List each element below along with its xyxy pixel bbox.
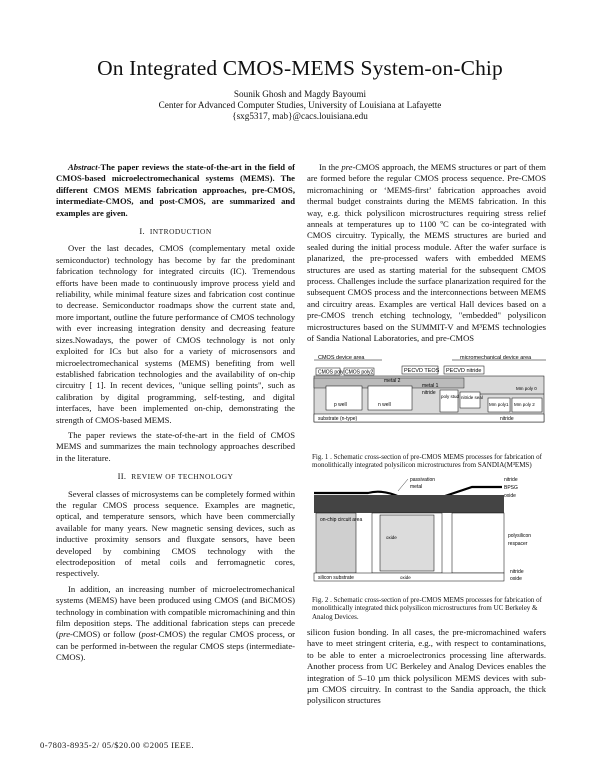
fig1-label: Mm poly 2	[514, 402, 535, 407]
fig1-label: metal 2	[384, 378, 401, 384]
fig2-label: nitride	[504, 477, 518, 483]
text-run: -CMOS approach, the MEMS structures or part of them are formed before the regular CMOS process sequence. Pre-CMOS micromachining or ‘MEMS-first’ fabrication approaches avoid thermal budget constraints during the MEMS fabrication. In this way, e.g. thick polysilicon microstructures requiring stress relief anneals at temperatures up to 1100 ºC can be co-integrated with CMOS circuitry. Typically, the MEMS structures are buried and sealed during the initial process module. After the wafer surface is planarized, the pre-processed wafers with embedded MEMS structures are used as starting material for the subsequent CMOS process. Challenges include the surface planarization required for the subsequent CMOS process and the interconnections between MEMS and circuitry areas. Examples are vertical Hall devices based on a pre-CMOS trench etching technology, "embedded" polysilicon microstructures based on the SUMMIT-V and M³EMS technologies of Sandia National Laboratories, and pre-CMOS	[307, 162, 546, 344]
paragraph	[307, 162, 546, 345]
fig2-label: oxide	[386, 535, 397, 540]
page-title: On Integrated CMOS-MEMS System-on-Chip	[97, 56, 503, 80]
email: {sxg5317, mab}@cacs.louisiana.edu	[232, 111, 368, 121]
abstract	[56, 162, 295, 219]
figure-1-caption	[312, 453, 548, 470]
text-run: post	[141, 629, 156, 640]
fig2-label: metal	[410, 484, 423, 490]
abstract-text: The paper reviews the state-of-the-art in the field of CMOS-based microelectromechanical systems (MEMS). The different CMOS MEMS fabrication approaches, pre-CMOS, intermediate-CMOS, and post-CMOS, are summarized and examples are given.	[56, 162, 295, 218]
fig1-label: metal 1	[422, 383, 439, 389]
fig2-label: silicon substrate	[318, 575, 354, 581]
fig1-label: p well	[334, 402, 347, 408]
text-run: pre	[58, 629, 71, 640]
paragraph: Several classes of microsystems can be completely formed within the regular CMOS process sequence. Examples are magnetic, optical, and temperature sensors, which have been commercially available for many years. New magnetic sensing devices, such as inductive proximity sensors and fluxgate sensors, have been developed by combining CMOS technology with the electrodeposition of metal coils and ferromagnetic cores, respectively.	[56, 488, 295, 579]
caption-text: Schematic cross-section of pre-CMOS MEMS processes for fabrication of monolithically integrated thick polysilicon microstructures from UC Berkeley & Analog Devices.	[312, 596, 542, 621]
caption-text: Schematic cross-section of pre-CMOS MEMS processes for fabrication of monolithically integrated polysilicon microstructures from SANDIA(M³EMS)	[312, 453, 542, 470]
text-run: In addition, an increasing number of microelectromechanical systems (MEMS) have been produced using CMOS (and BiCMOS) technology in combination with compatible micromachining and thin film deposition steps. The additional fabrication steps can precede (	[56, 583, 295, 640]
fig2-label: oxide	[400, 575, 411, 580]
paragraph: silicon fusion bonding. In all cases, the pre-micromachined wafers have to meet stringent criteria, e.g., with respect to contaminations, to be able to enter a microelectronics processing line afterwards. Another process from UC Berkeley and Analog Devices enables the integration of 5–10 µm thick polysilicon MEMS devices with sub-µm CMOS circuitry. In contrast to the Sandia approach, the thick polysilicon structures	[307, 627, 546, 706]
right-column-top	[307, 162, 546, 345]
figure-2	[312, 475, 548, 621]
copyright-footer: 0-7803-8935-2/ 05/$20.00 ©2005 IEEE.	[40, 740, 194, 750]
caption-label: Fig. 1 .	[312, 453, 332, 461]
affiliation: Center for Advanced Computer Studies, University of Louisiana at Lafayette	[158, 100, 442, 110]
fig1-label: nitride seal	[461, 395, 483, 400]
fig2-label: oxide	[504, 493, 516, 499]
text-run: pre	[341, 162, 353, 172]
fig2-label: respacer	[508, 541, 528, 547]
fig1-label: Mm poly 0	[516, 386, 537, 391]
authors: Sounik Ghosh and Magdy Bayoumi	[233, 89, 367, 99]
abstract-label: Abstract-	[68, 162, 101, 172]
section-number: I.	[139, 226, 145, 237]
fig2-label: polysilicon	[508, 533, 532, 539]
figure-2-caption	[312, 596, 548, 621]
paragraph: Over the last decades, CMOS (complementary metal oxide semiconductor) technology has become by far the predominant fabrication technology for integrated circuits (IC). Tremendous efforts have been made to continuously improve process yield and reliability, while minimal feature sizes and fabrication cost continue to decrease. Semiconductor roadmaps show the current state and, more important, outline the future performance of CMOS technology with ever increasing integration density and decreasing feature sizes.Nowadays, the power of CMOS technology is not only exploited for ICs but also for a variety of microsensors and microelectromechanical systems (MEMS) benefiting from well established fabrication technologies and the availability of on-chip circuitry [ 1]. In recent devices, "unique selling points", such as calibration by digital programming, self-testing, and digital interfaces, have been implemented on-chip, demonstrating the strength of CMOS-based MEMS.	[56, 243, 295, 425]
section-heading-review	[56, 471, 295, 482]
section-heading-intro	[56, 226, 295, 237]
fig1-label: micromechanical device area	[460, 355, 532, 361]
figure-1-diagram	[312, 354, 548, 446]
fig2-label: passivation	[410, 477, 436, 483]
fig1-label: Mm poly1	[489, 402, 509, 407]
fig2-label: on-chip circuit area	[320, 517, 363, 523]
fig1-label: CMOS poly2	[345, 369, 374, 376]
fig1-label: PECVD TEOS	[404, 368, 440, 374]
fig1-label: nitride	[422, 390, 436, 396]
fig2-label: nitride	[510, 569, 524, 575]
paragraph	[56, 584, 295, 664]
caption-label: Fig. 2 .	[312, 596, 332, 604]
fig2-label: oxide	[510, 576, 522, 582]
fig1-label: poly stud	[441, 394, 460, 399]
section-number: II.	[117, 471, 127, 482]
fig1-label: PECVD nitride	[446, 368, 482, 374]
section-title: INTRODUCTION	[149, 227, 212, 237]
fig1-label: n well	[378, 402, 391, 408]
paragraph: The paper reviews the state-of-the-art in the field of CMOS MEMS and summarizes the main technology approaches described in the literature.	[56, 429, 295, 463]
figure-2-diagram	[312, 475, 548, 589]
right-column-bottom	[307, 627, 546, 707]
fig1-label: nitride	[500, 416, 514, 422]
text-run: -CMOS) the regular CMOS process, or can be performed in-between the regular CMOS steps (intermediate-CMOS).	[56, 629, 295, 663]
text-run: -CMOS) or follow (	[70, 629, 142, 640]
section-title: REVIEW OF TECHNOLOGY	[131, 472, 234, 482]
figure-1	[312, 354, 548, 470]
fig1-label: CMOS device area	[318, 355, 365, 361]
fig1-label: substrate (n-type)	[318, 416, 358, 422]
fig2-label: BPSG	[504, 485, 518, 491]
text-run: In the	[319, 162, 342, 172]
fig1-label: CMOS poly	[318, 369, 344, 376]
left-column	[56, 162, 295, 668]
